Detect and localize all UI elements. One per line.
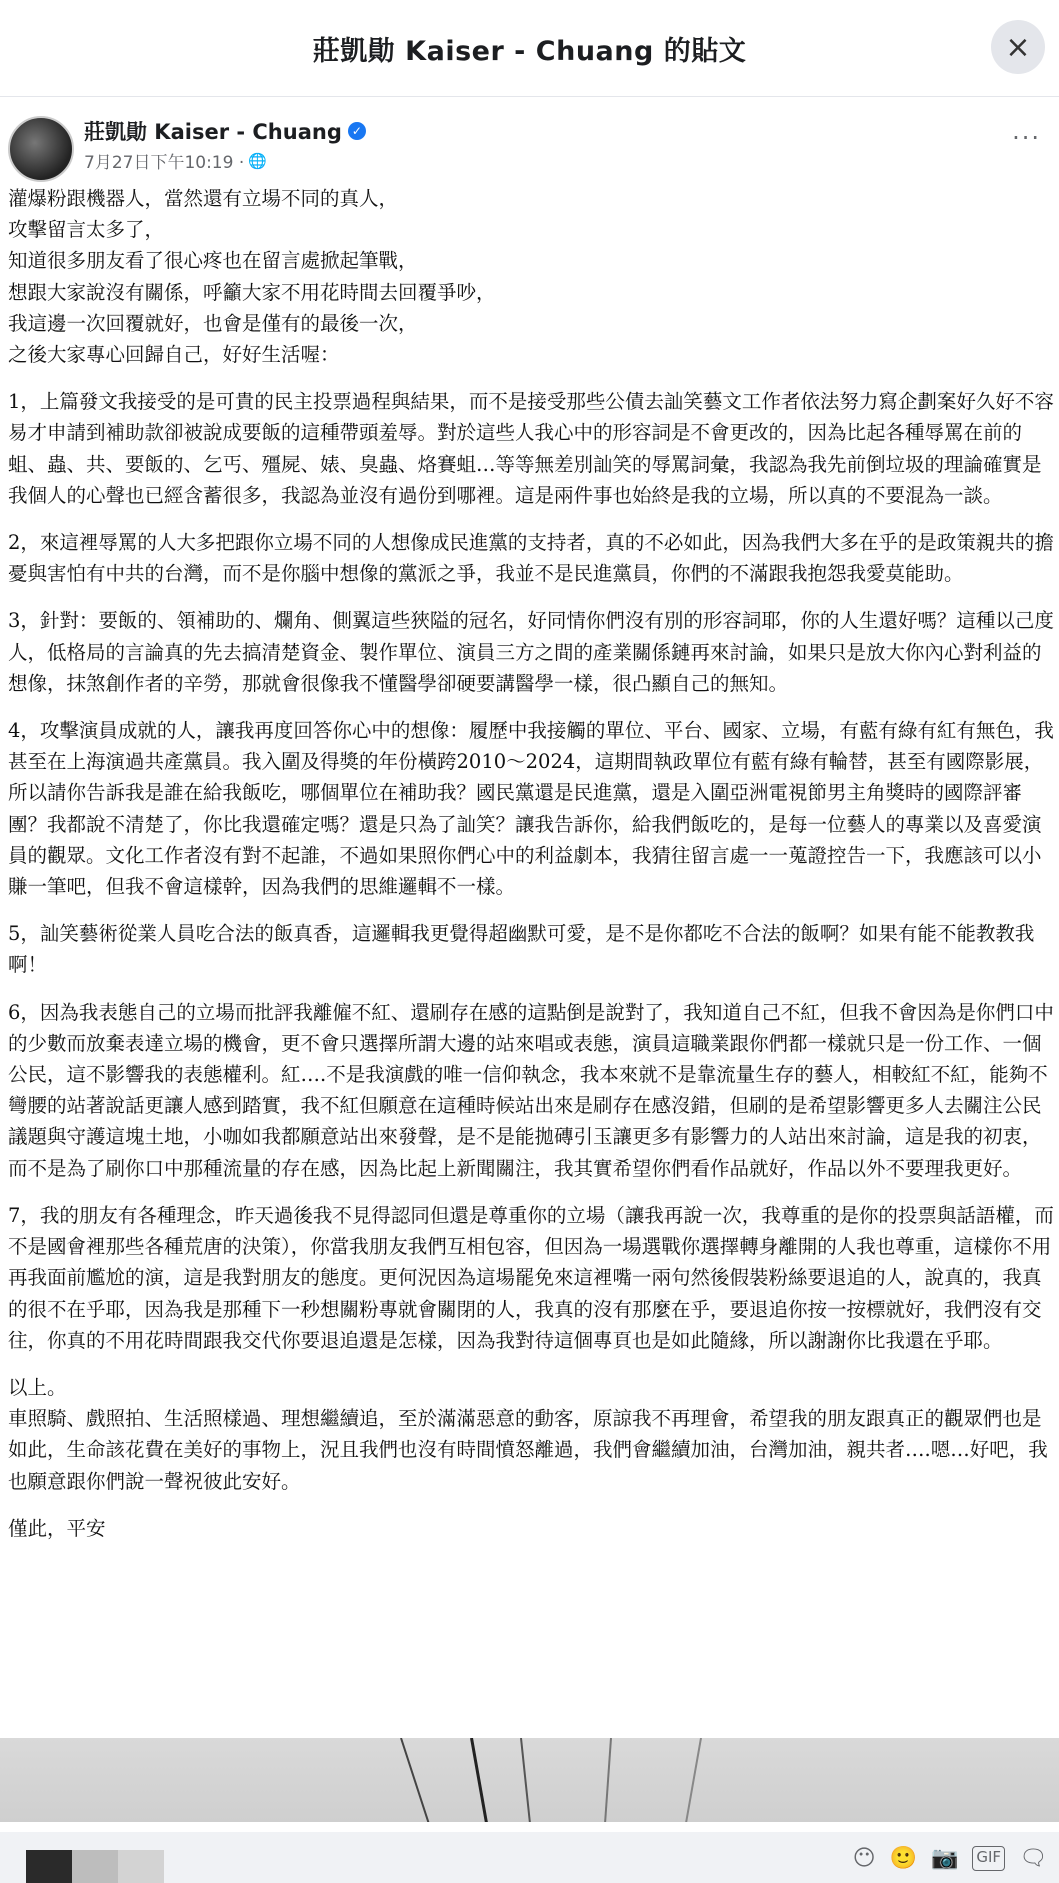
globe-icon: 🌐 [248,151,267,170]
intro-line: 我這邊一次回覆就好，也會是僅有的最後一次， [8,311,418,335]
intro-line: 知道很多朋友看了很心疼也在留言處掀起筆戰， [8,249,418,273]
intro-line: 攻擊留言太多了， [8,218,165,242]
intro-line: 之後大家專心回歸自己，好好生活喔： [8,343,340,367]
photo-cable [602,1738,612,1822]
post-photo[interactable] [0,1738,1059,1822]
photo-cable [470,1738,494,1822]
post-intro [8,183,1054,370]
verified-icon: ✓ [348,122,366,140]
avatar-sticker-icon[interactable]: 😶 [852,1846,876,1871]
avatar[interactable] [8,116,74,182]
post-meta [84,148,267,173]
gif-icon[interactable]: GIF [972,1846,1005,1871]
intro-line: 想跟大家說沒有關係，呼籲大家不用花時間去回覆爭吵， [8,280,496,304]
sticker-icon[interactable]: 🗨 [1019,1846,1047,1871]
post-paragraph-7: 7，我的朋友有各種理念，昨天過後我不見得認同但還是尊重你的立場（讓我再說一次，我尊重的是你的投票與話語權，而不是國會裡那些各種荒唐的決策），你當我朋友我們互相包容，但因為一場選戰你選擇轉身離開的人我也尊重，這樣你不用再我面前尷尬的演，這是我對朋友的態度。更何況因為這場罷免來這裡嘴一兩句然後假裝粉絲要退追的人，說真的，我真的很不在乎耶，因為我是那種下一秒想關粉專就會關閉的人，我真的沒有那麼在乎，要退追你按一按標就好，我們沒有交往，你真的不用花時間跟我交代你要退追還是怎樣，因為我對待這個專頁也是如此隨緣，所以謝謝你比我還在乎耶。 [8,1203,1054,1352]
timestamp[interactable]: 7月27日下午10:19 · [84,153,245,173]
author-name-row[interactable] [84,116,366,146]
emoji-icon[interactable]: 🙂 [889,1846,917,1871]
photo-cable [400,1738,439,1822]
close-button[interactable] [991,20,1045,74]
post-paragraph-5: 5，訕笑藝術從業人員吃合法的飯真香，這邏輯我更覺得超幽默可愛，是不是你都吃不合法的飯啊？如果有能不能教教我啊！ [8,922,1035,977]
photo-cable [520,1738,535,1822]
commenter-thumb[interactable] [26,1850,72,1883]
modal-header [0,0,1059,97]
post-closing [8,1372,1054,1497]
sign-off: 僅此，平安 [8,1516,106,1540]
close-icon: × [1005,29,1031,65]
post-paragraph-6: 6，因為我表態自己的立場而批評我離僱不紅、還刷存在感的這點倒是說對了，我知道自己不紅，但我不會因為是你們口中的少數而放棄表達立場的機會，更不會只選擇所謂大邊的站來唱或表態，演員這職業跟你們都一樣就只是一份工作、一個公民，這不影響我的表態權利。紅….不是我演戲的唯一信仰執念，我本來就不是靠流量生存的藝人，相較紅不紅，能夠不彎腰的站著說話更讓人感到踏實，我不紅但願意在這種時候站出來是刷存在感沒錯，但刷的是希望影響更多人去關注公民議題與守護這塊土地，小咖如我都願意站出來發聲，是不是能拋磚引玉讓更多有影響力的人站出來討論，這是我的初衷，而不是為了刷你口中那種流量的存在感，因為比起上新聞關注，我其實希望你們看作品就好，作品以外不要理我更好。 [8,1000,1054,1180]
post-paragraph-4: 4，攻擊演員成就的人，讓我再度回答你心中的想像：履歷中我接觸的單位、平台、國家、立場，有藍有綠有紅有無色，我甚至在上海演過共產黨員。我入圍及得獎的年份橫跨2010～2024，這期間執政單位有藍有綠有輪替，甚至有國際影展，所以請你告訴我是誰在給我飯吃，哪個單位在補助我？國民黨還是民進黨，還是入圍亞洲電視節男主角獎時的國際評審團？我都說不清楚了，你比我還確定嗎？還是只為了訕笑？讓我告訴你，給我們飯吃的，是每一位藝人的專業以及喜愛演員的觀眾。文化工作者沒有對不起誰，不過如果照你們心中的利益劇本，我猜往留言處一一蒐證控告一下，我應該可以小賺一筆吧，但我不會這樣幹，因為我們的思維邏輯不一樣。 [8,719,1054,899]
comment-tools [853,1846,1047,1871]
closing-line: 車照騎、戲照拍、生活照樣過、理想繼續追，至於滿滿惡意的動客，原諒我不再理會，希望我的朋友跟真正的觀眾們也是如此，生命該花費在美好的事物上，況且我們也沒有時間憤怒離過，我們會繼續加油，台灣加油，親共者….嗯…好吧，我也願意跟你們說一聲祝彼此安好。 [8,1407,1048,1493]
commenter-thumb[interactable] [72,1850,118,1883]
post-paragraph-1: 1，上篇發文我接受的是可貴的民主投票過程與結果，而不是接受那些公債去訕笑藝文工作者依法努力寫企劃案好久好不容易才申請到補助款卻被說成要飯的這種帶頭羞辱。對於這些人我心中的形容詞是不會更改的，因為比起各種辱罵在前的蛆、蟲、共、要飯的、乞丐、殭屍、婊、臭蟲、烙賽蛆…等等無差別訕笑的辱罵詞彙，我認為我先前倒垃圾的理論確實是我個人的心聲也已經含蓄很多，我認為並沒有過份到哪裡。這是兩件事也始終是我的立場，所以真的不要混為一談。 [8,390,1054,507]
post-paragraph-3: 3，針對：要飯的、領補助的、爛角、側翼這些狹隘的冠名，好同情你們沒有別的形容詞耶，你的人生還好嗎？這種以己度人，低格局的言論真的先去搞清楚資金、製作單位、演員三方之間的產業關係鏈再來討論，如果只是放大你內心對利益的想像，抹煞創作者的辛勞，那就會很像我不懂醫學卻硬要講醫學一樣，很凸顯自己的無知。 [8,609,1054,695]
closing-line: 以上。 [8,1375,67,1399]
post-body [8,183,1054,1563]
more-options-icon[interactable]: ··· [1012,124,1041,152]
modal-title: 莊凱勛 Kaiser - Chuang 的貼文 [312,35,747,67]
author-name[interactable]: 莊凱勛 Kaiser - Chuang [84,120,342,144]
intro-line: 灌爆粉跟機器人，當然還有立場不同的真人， [8,187,399,210]
comment-bar [0,1832,1059,1883]
commenter-thumb[interactable] [118,1850,164,1883]
post-header [0,110,1059,180]
camera-icon[interactable]: 📷 [930,1846,959,1871]
post-paragraph-2: 2，來這裡辱罵的人大多把跟你立場不同的人想像成民進黨的支持者，真的不必如此，因為我們大多在乎的是政策親共的擔憂與害怕有中共的台灣，而不是你腦中想像的黨派之爭，我並不是民進黨員，你們的不滿跟我抱怨我愛莫能助。 [8,531,1054,586]
photo-cable [679,1738,702,1822]
